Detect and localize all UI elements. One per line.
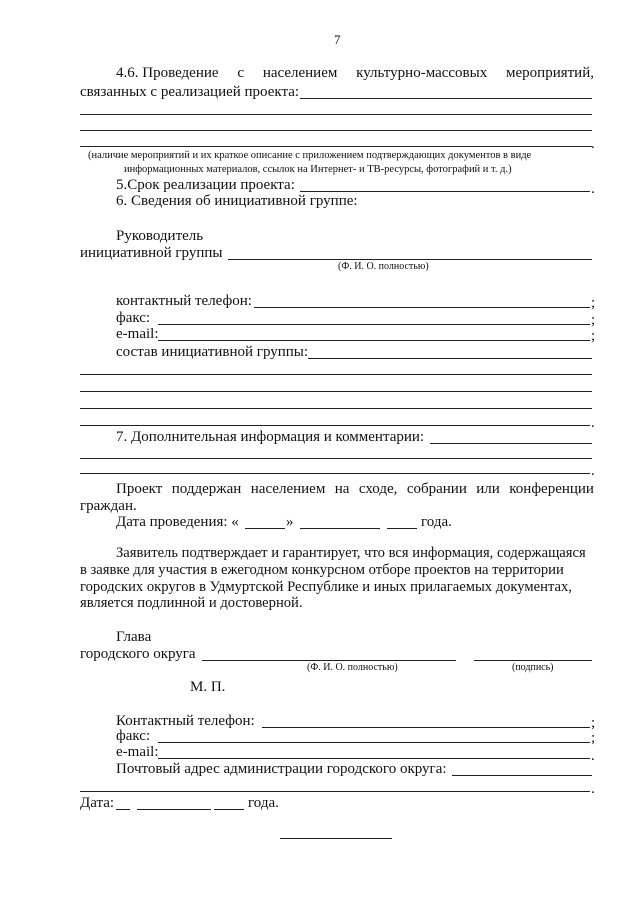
semicolon: ; (591, 715, 596, 731)
declaration-line4: является подлинной и достоверной. (80, 595, 303, 611)
meeting-date-label: Дата проведения: « (116, 514, 239, 530)
email-label: e-mail: (116, 326, 159, 342)
input-contact-phone[interactable] (262, 727, 590, 728)
input-contact-fax[interactable] (158, 742, 590, 743)
head-line1: Глава (116, 629, 152, 645)
input-group-composition-d[interactable] (80, 408, 592, 409)
section-6-title: 6. Сведения об инициативной группе: (116, 193, 358, 209)
input-group-composition[interactable] (308, 358, 592, 359)
postal-label: Почтовый адрес администрации городского округа: (116, 761, 447, 777)
input-meeting-day[interactable] (245, 528, 285, 529)
input-line-4-6[interactable] (300, 98, 592, 99)
sign-caption: (подпись) (512, 662, 554, 673)
word: населением (262, 65, 338, 81)
input-head-signature[interactable] (474, 660, 592, 661)
word: или (476, 481, 500, 497)
head-fio-caption: (Ф. И. О. полностью) (307, 662, 398, 673)
section-4-6-line2: связанных с реализацией проекта: (80, 84, 300, 100)
semicolon: ; (591, 328, 596, 344)
word: сходе, (358, 481, 398, 497)
input-postal-address[interactable] (452, 775, 592, 776)
semicolon: ; (591, 730, 596, 746)
meeting-year-label: года. (421, 514, 452, 530)
input-head-fio[interactable] (202, 660, 456, 661)
word: на (334, 481, 350, 497)
fio-caption: (Ф. И. О. полностью) (338, 261, 429, 272)
section-5-label: 5.Срок реализации проекта: (116, 177, 295, 193)
input-meeting-year[interactable] (387, 528, 417, 529)
leader-line1: Руководитель (116, 228, 204, 244)
declaration-line3: городских округов в Удмуртской Республике и иных прилагаемых документах, (80, 579, 572, 595)
input-line-4-6-b[interactable] (80, 114, 592, 115)
input-additional-info-b[interactable] (80, 458, 592, 459)
footer-date-label: Дата: (80, 795, 115, 811)
input-meeting-month[interactable] (300, 528, 380, 529)
input-postal-address-b[interactable] (80, 791, 590, 792)
word: культурно-массовых (356, 65, 488, 81)
input-footer-year[interactable] (214, 809, 244, 810)
semicolon: ; (591, 295, 596, 311)
input-group-fax[interactable] (158, 324, 590, 325)
fax-label: факс: (116, 310, 151, 326)
semicolon: ; (591, 312, 596, 328)
page-number: 7 (334, 32, 341, 47)
stamp-mark: М. П. (190, 679, 226, 695)
input-additional-info-c[interactable] (80, 473, 590, 474)
word: мероприятий, (506, 65, 594, 81)
input-line-4-6-c[interactable] (80, 130, 592, 131)
head-line2: городского округа (80, 646, 196, 662)
section-7-title: 7. Дополнительная информация и комментарии: (116, 429, 425, 445)
input-leader-fio[interactable] (228, 259, 592, 260)
footer-year-label: года. (248, 795, 279, 811)
word: 4.6. Проведение (116, 65, 219, 81)
composition-label: состав инициативной группы: (116, 344, 309, 360)
period: . (591, 181, 595, 197)
contact-fax-label: факс: (116, 728, 151, 744)
period: . (591, 136, 595, 152)
contact-email-label: e-mail: (116, 744, 159, 760)
period: . (591, 748, 595, 764)
word: с (237, 65, 245, 81)
input-additional-info[interactable] (430, 443, 592, 444)
input-line-4-6-d[interactable] (80, 146, 592, 147)
period: . (591, 463, 595, 479)
input-footer-day[interactable] (116, 809, 130, 810)
declaration-line1: Заявитель подтверждает и гарантирует, что вся информация, содержащаяся (116, 545, 586, 561)
input-group-phone[interactable] (254, 307, 590, 308)
meeting-date-close: » (286, 514, 294, 530)
contact-phone-label: Контактный телефон: (116, 713, 255, 729)
period: . (591, 781, 595, 797)
footer-divider (280, 838, 392, 839)
word: населением (250, 481, 326, 497)
input-group-composition-b[interactable] (80, 374, 592, 375)
support-line2: граждан. (80, 498, 137, 514)
section-4-6-line1 (116, 66, 594, 81)
note-line1: (наличие мероприятий и их краткое описание с приложением подтверждающих документов в виде (88, 150, 532, 161)
word: конференции (509, 481, 594, 497)
input-group-email[interactable] (158, 340, 590, 341)
input-group-composition-c[interactable] (80, 391, 592, 392)
period: . (591, 415, 595, 431)
input-group-composition-e[interactable] (80, 425, 590, 426)
word: собрании (406, 481, 467, 497)
word: Проект (116, 481, 163, 497)
input-footer-month[interactable] (137, 809, 211, 810)
declaration-line2: в заявке для участия в ежегодном конкурсном отборе проектов на территории (80, 562, 564, 578)
word: поддержан (171, 481, 242, 497)
phone-label: контактный телефон: (116, 293, 252, 309)
input-contact-email[interactable] (158, 758, 590, 759)
leader-line2: инициативной группы (80, 245, 223, 261)
note-line2: информационных материалов, ссылок на Интернет- и ТВ-ресурсы, фотографий и т. д.) (124, 164, 512, 175)
input-project-period[interactable] (300, 191, 590, 192)
support-line1 (116, 482, 594, 497)
